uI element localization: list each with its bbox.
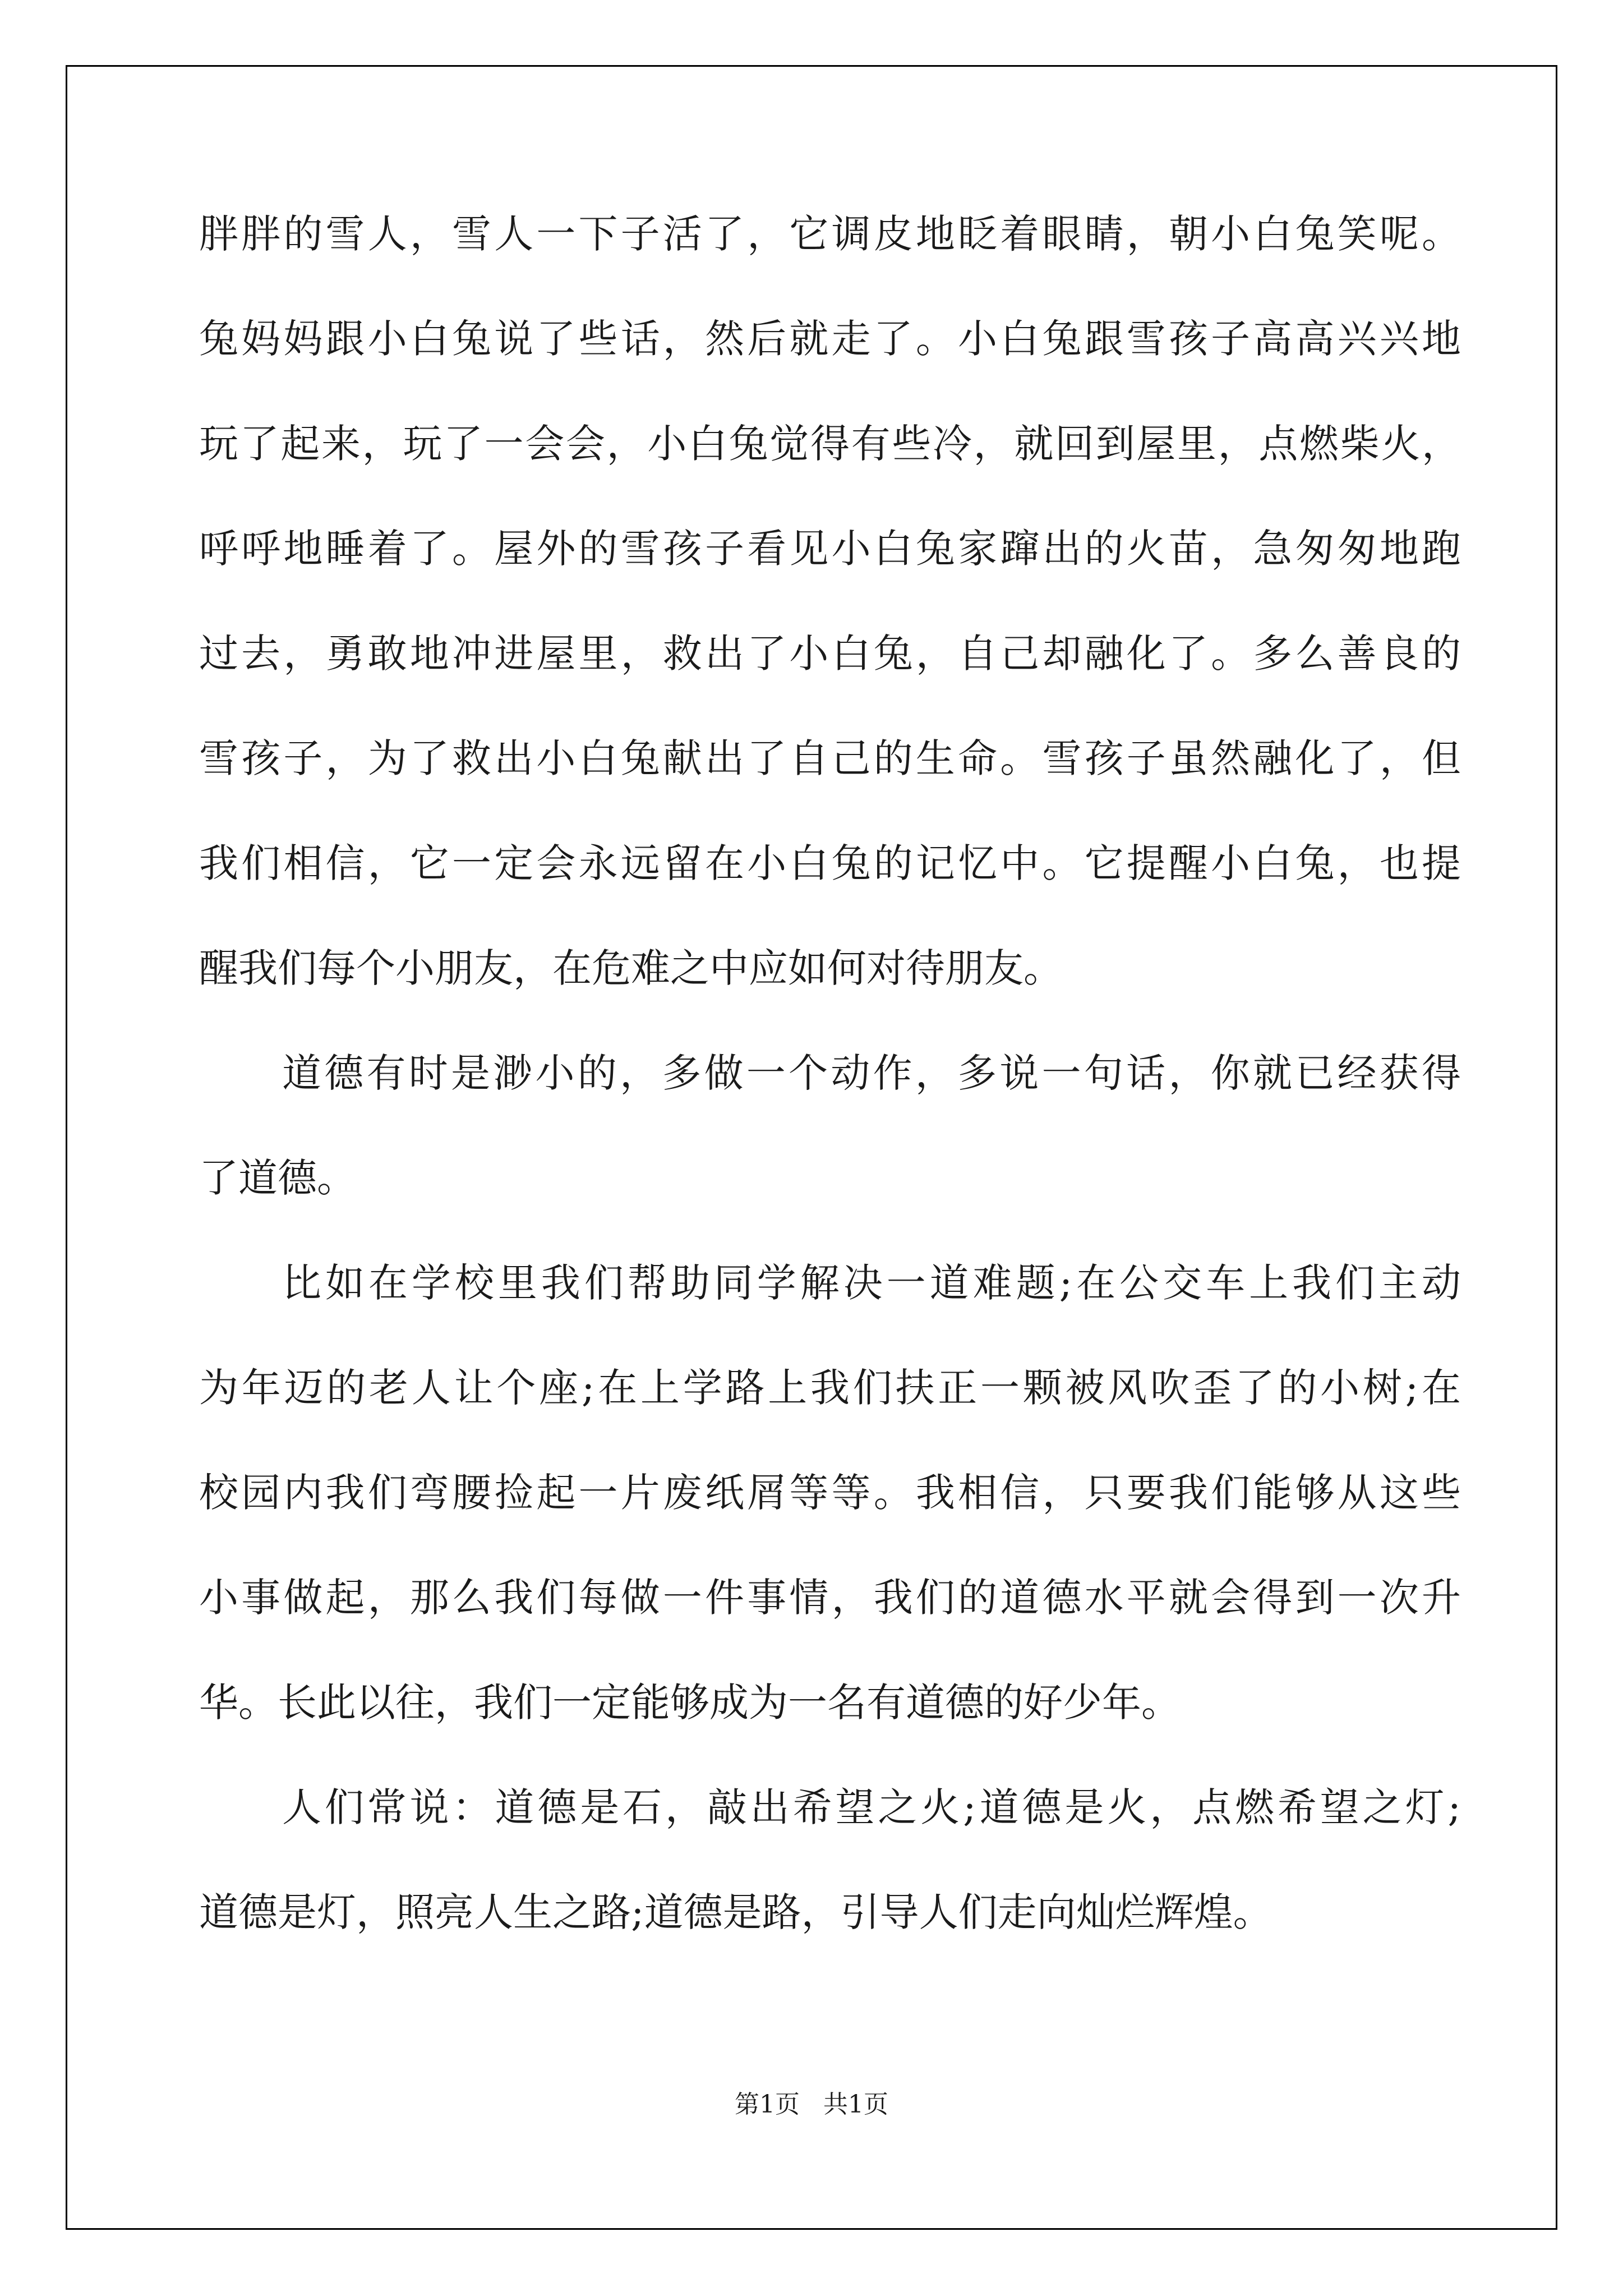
text-line: 呼呼地睡着了。屋外的雪孩子看见小白兔家蹿出的火苗，急匆匆地跑 <box>199 526 1461 572</box>
text-line: 道德是灯，照亮人生之路;道德是路，引导人们走向灿烂辉煌。 <box>199 1889 1272 1935</box>
text-line: 我们相信，它一定会永远留在小白兔的记忆中。它提醒小白兔，也提 <box>199 840 1461 886</box>
text-line: 玩了起来，玩了一会会，小白兔觉得有些冷，就回到屋里，点燃柴火， <box>199 421 1461 467</box>
text-line: 道德有时是渺小的，多做一个动作，多说一句话，你就已经获得 <box>282 1050 1461 1096</box>
text-line: 兔妈妈跟小白兔说了些话，然后就走了。小白兔跟雪孩子高高兴兴地 <box>199 316 1461 362</box>
text-line: 比如在学校里我们帮助同学解决一道难题;在公交车上我们主动 <box>282 1260 1461 1306</box>
text-line: 胖胖的雪人，雪人一下子活了，它调皮地眨着眼睛，朝小白兔笑呢。 <box>199 211 1461 257</box>
text-line: 小事做起，那么我们每做一件事情，我们的道德水平就会得到一次升 <box>199 1575 1461 1621</box>
text-line: 校园内我们弯腰捡起一片废纸屑等等。我相信，只要我们能够从这些 <box>199 1470 1461 1516</box>
document-body <box>199 209 1461 1992</box>
text-line: 人们常说：道德是石，敲出希望之火;道德是火，点燃希望之灯; <box>282 1784 1461 1830</box>
text-line: 了道德。 <box>199 1155 356 1201</box>
text-line: 过去，勇敢地冲进屋里，救出了小白兔，自己却融化了。多么善良的 <box>199 631 1461 677</box>
text-line: 为年迈的老人让个座;在上学路上我们扶正一颗被风吹歪了的小树;在 <box>199 1365 1461 1411</box>
page-number-footer: 第1页 共1页 <box>735 2090 888 2119</box>
text-line: 雪孩子，为了救出小白兔献出了自己的生命。雪孩子虽然融化了，但 <box>199 735 1461 781</box>
text-line: 醒我们每个小朋友，在危难之中应如何对待朋友。 <box>199 945 1063 991</box>
text-line: 华。长此以往，我们一定能够成为一名有道德的好少年。 <box>199 1680 1181 1726</box>
